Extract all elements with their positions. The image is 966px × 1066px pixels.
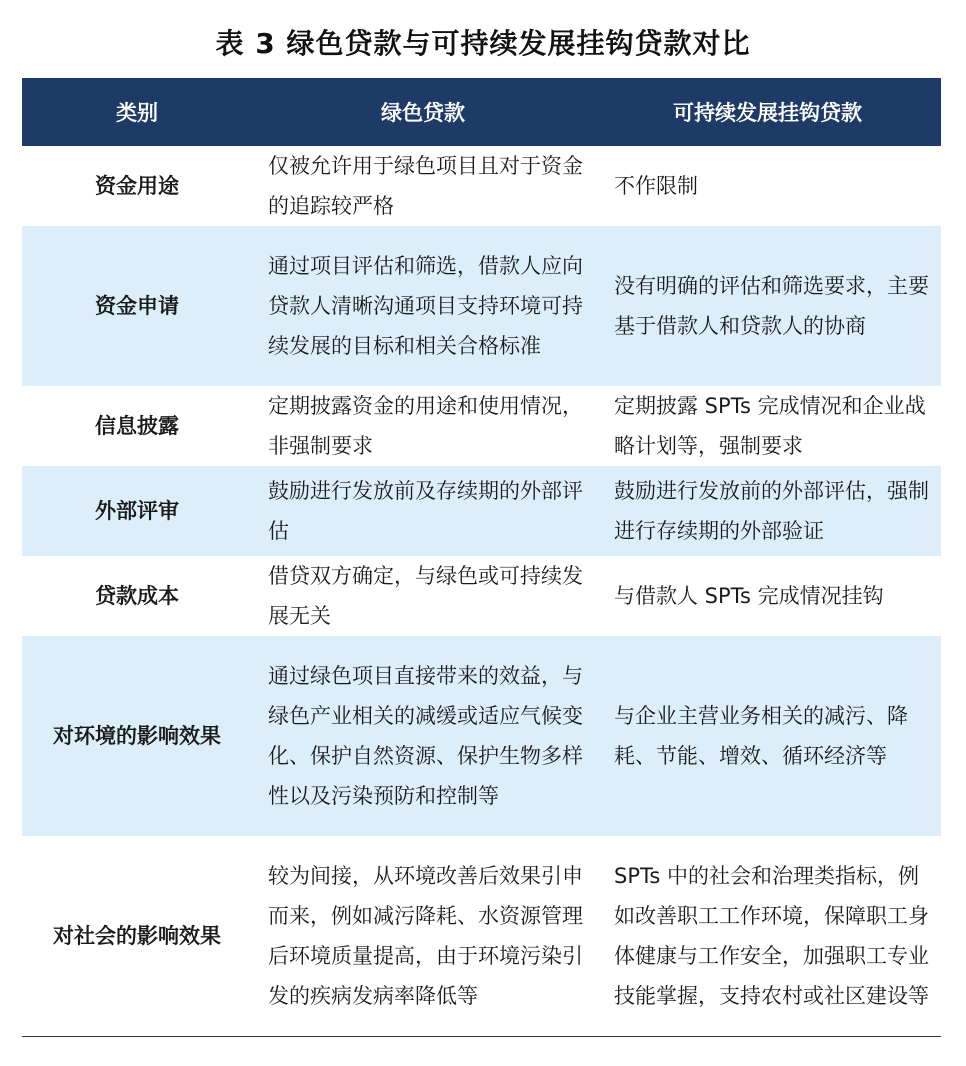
header-category: 类别 bbox=[22, 78, 252, 146]
row-sustainability-linked-loan: 定期披露 SPTs 完成情况和企业战略计划等，强制要求 bbox=[614, 394, 926, 458]
row-category: 资金用途 bbox=[95, 174, 179, 198]
table-row bbox=[22, 466, 941, 556]
row-category: 对社会的影响效果 bbox=[22, 836, 252, 1037]
row-sustainability-linked-loan: 与借款人 SPTs 完成情况挂钩 bbox=[614, 584, 884, 608]
table-row bbox=[22, 836, 941, 1037]
row-category: 信息披露 bbox=[95, 414, 179, 438]
row-category: 贷款成本 bbox=[95, 584, 179, 608]
table-title: 表 3 绿色贷款与可持续发展挂钩贷款对比 bbox=[215, 27, 751, 60]
row-category: 对环境的影响效果 bbox=[22, 636, 252, 836]
row-category: 资金申请 bbox=[22, 226, 252, 386]
row-sustainability-linked-loan: 没有明确的评估和筛选要求，主要基于借款人和贷款人的协商 bbox=[594, 226, 941, 386]
row-sustainability-linked-loan: 不作限制 bbox=[614, 174, 698, 198]
row-green-loan: 通过项目评估和筛选，借款人应向贷款人清晰沟通项目支持环境可持续发展的目标和相关合格标准 bbox=[252, 226, 594, 386]
row-sustainability-linked-loan: 与企业主营业务相关的减污、降耗、节能、增效、循环经济等 bbox=[594, 636, 941, 836]
row-sustainability-linked-loan: SPTs 中的社会和治理类指标，例如改善职工工作环境，保障职工身体健康与工作安全，加强职工专业技能掌握，支持农村或社区建设等 bbox=[594, 836, 941, 1037]
row-category: 外部评审 bbox=[22, 466, 252, 556]
row-green-loan: 鼓励进行发放前及存续期的外部评估 bbox=[252, 466, 594, 556]
table-row bbox=[22, 636, 941, 836]
row-green-loan: 通过绿色项目直接带来的效益，与绿色产业相关的减缓或适应气候变化、保护自然资源、保护生物多样性以及污染预防和控制等 bbox=[252, 636, 594, 836]
row-sustainability-linked-loan: 鼓励进行发放前的外部评估，强制进行存续期的外部验证 bbox=[594, 466, 941, 556]
row-green-loan: 较为间接，从环境改善后效果引申而来，例如减污降耗、水资源管理后环境质量提高，由于环境污染引发的疾病发病率降低等 bbox=[252, 836, 594, 1037]
table-row bbox=[22, 556, 941, 636]
row-green-loan: 借贷双方确定，与绿色或可持续发展无关 bbox=[268, 564, 583, 628]
table-row bbox=[22, 386, 941, 466]
header-green-loan: 绿色贷款 bbox=[252, 78, 594, 146]
table-header-row bbox=[22, 78, 941, 146]
row-green-loan: 仅被允许用于绿色项目且对于资金的追踪较严格 bbox=[268, 154, 583, 218]
header-sustainability-linked-loan: 可持续发展挂钩贷款 bbox=[594, 78, 941, 146]
table-row bbox=[22, 226, 941, 386]
row-green-loan: 定期披露资金的用途和使用情况，非强制要求 bbox=[268, 394, 583, 458]
table-row bbox=[22, 146, 941, 226]
comparison-table bbox=[22, 78, 941, 1037]
